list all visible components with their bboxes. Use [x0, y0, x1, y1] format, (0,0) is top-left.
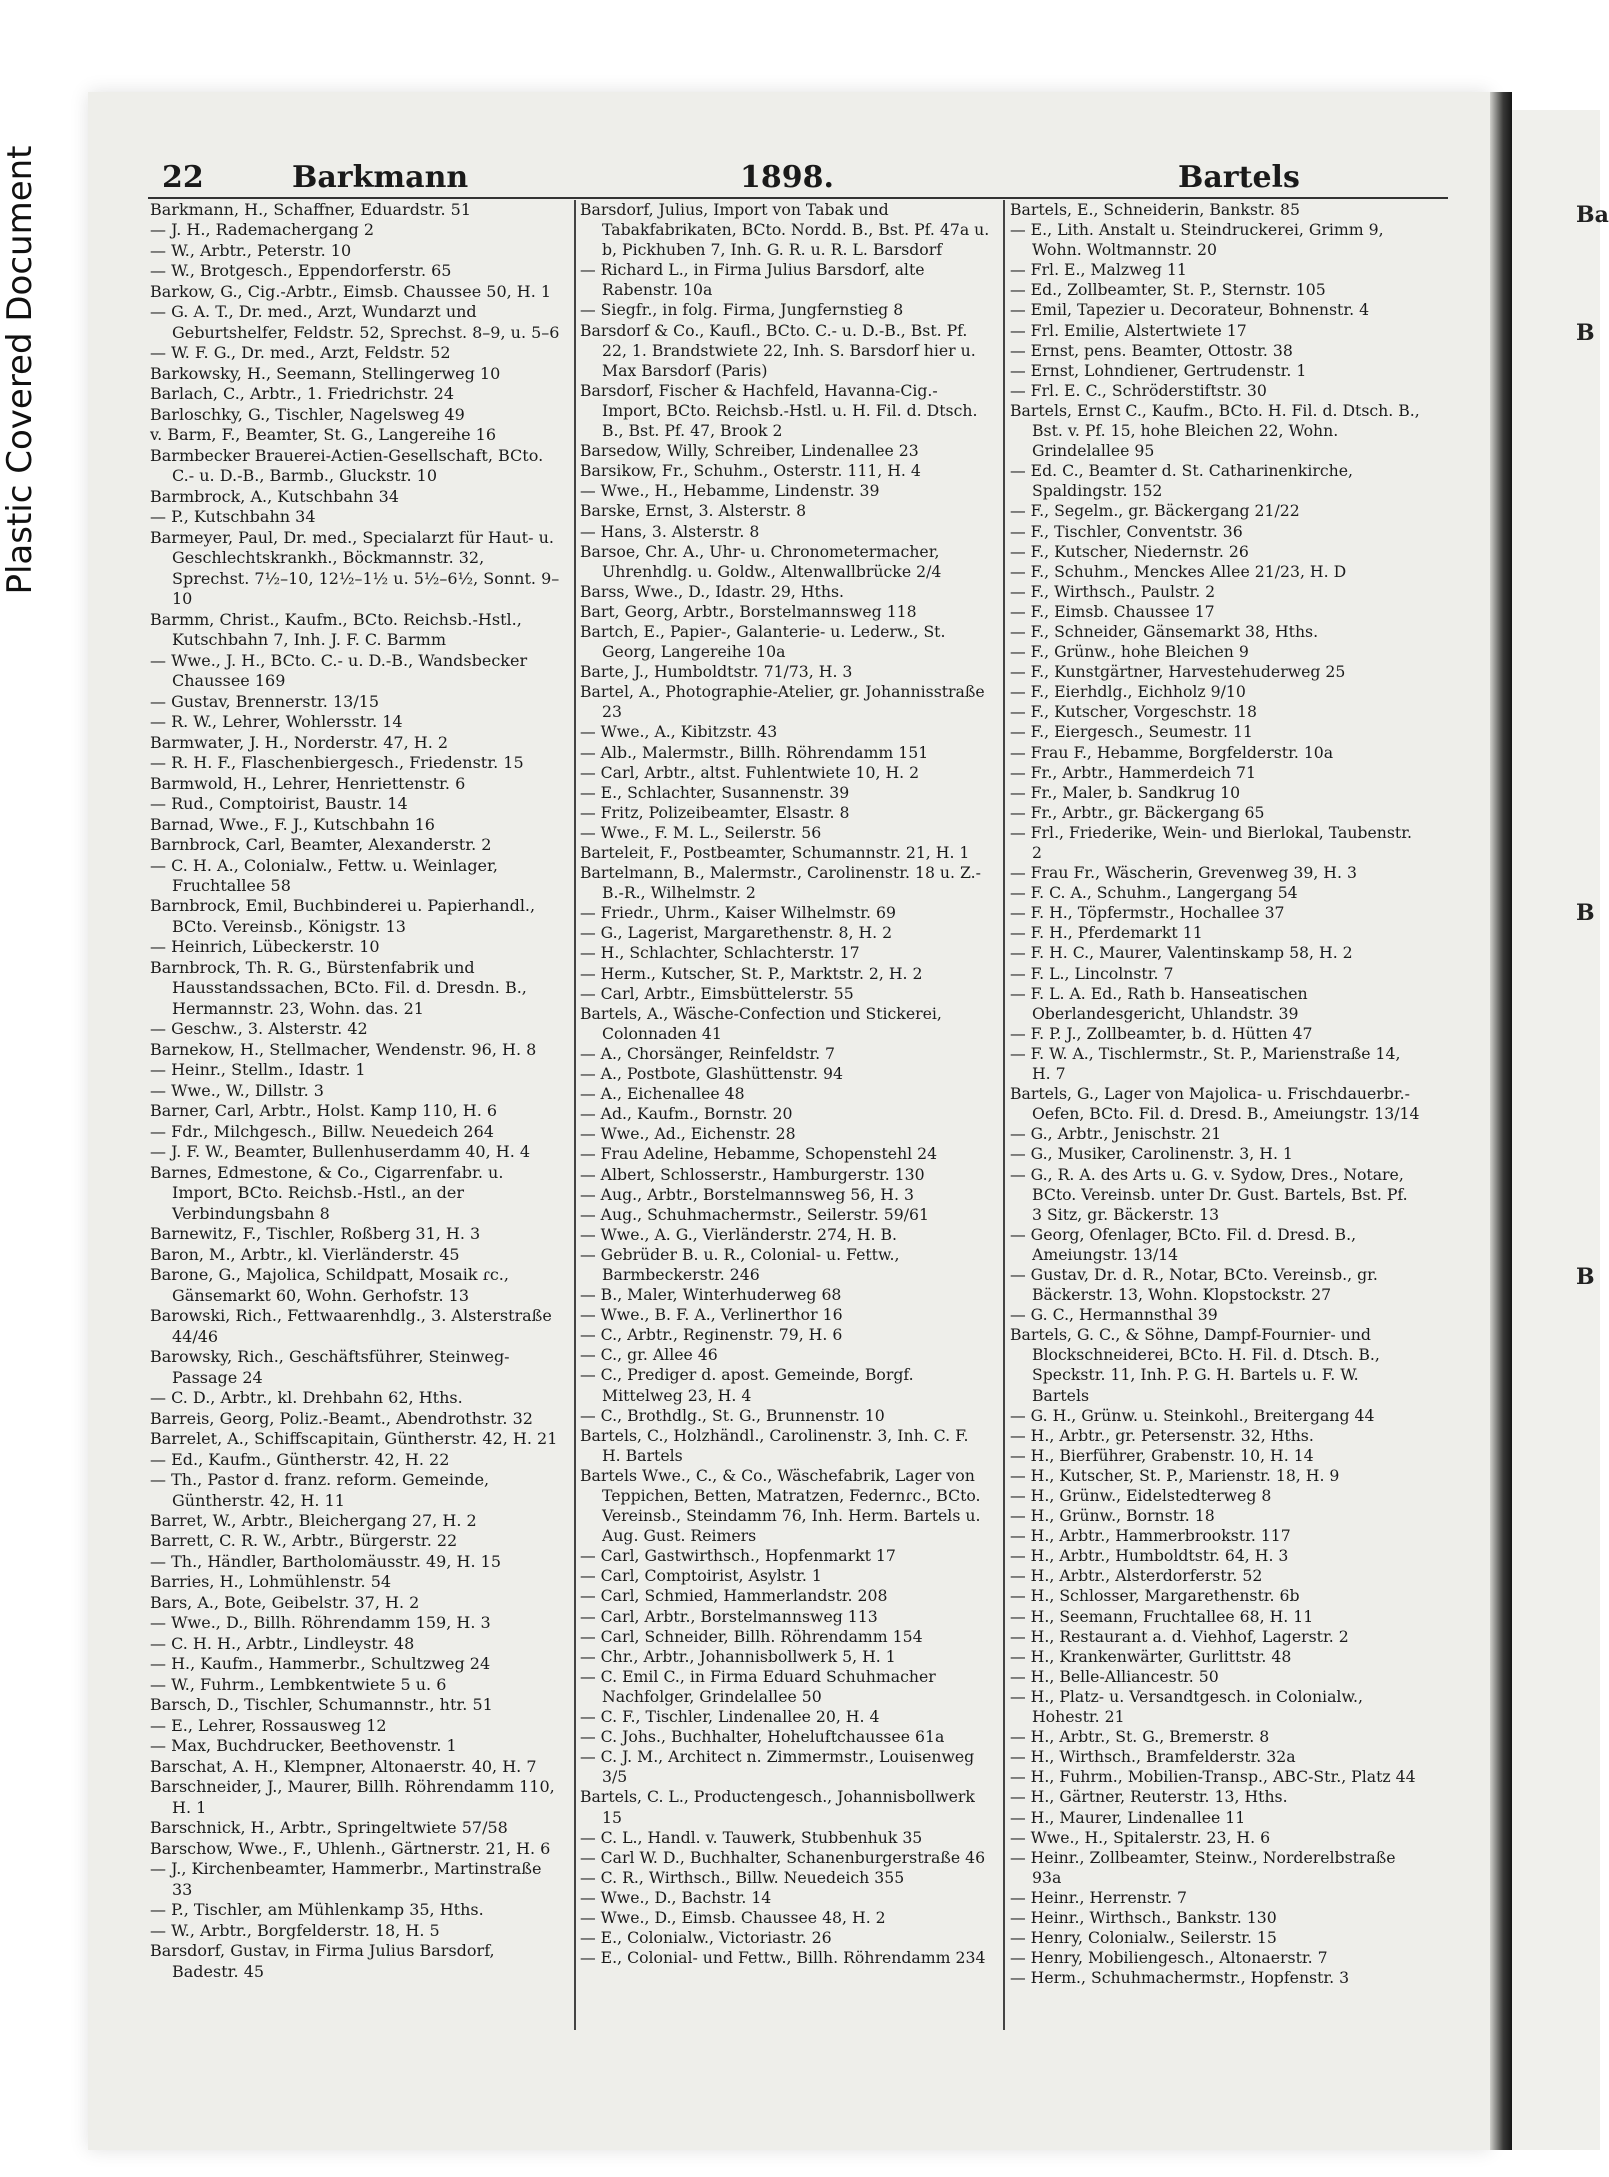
directory-entry: Bart, Georg, Arbtr., Borstelmannsweg 118	[580, 601, 917, 621]
directory-entry: — Frau Adeline, Hebamme, Schopenstehl 24	[580, 1144, 938, 1164]
directory-entry: Barmbrock, A., Kutschbahn 34	[150, 486, 399, 506]
column-divider	[574, 200, 576, 2030]
next-page-fragment: B	[1576, 320, 1595, 346]
directory-entry: — Ernst, Lohndiener, Gertrudenstr. 1	[1010, 360, 1307, 380]
directory-entry: — Heinr., Stellm., Idastr. 1	[150, 1060, 366, 1080]
directory-entry: — P., Tischler, am Mühlenkamp 35, Hths.	[150, 1900, 484, 1920]
directory-entry: — F., Tischler, Conventstr. 36	[1010, 521, 1243, 541]
directory-entry: Barss, Wwe., D., Idastr. 29, Hths.	[580, 581, 844, 601]
directory-entry: — H., Belle-Alliancestr. 50	[1010, 1666, 1219, 1686]
directory-entry: — F. H. C., Maurer, Valentinskamp 58, H. 2	[1010, 943, 1353, 963]
directory-entry: — Aug., Arbtr., Borstelmannsweg 56, H. 3	[580, 1184, 914, 1204]
directory-entry: — C. Emil C., in Firma Eduard Schuhmacher Nachfolger, Grindelallee 50	[580, 1666, 936, 1706]
directory-entry: — C. R., Wirthsch., Billw. Neuedeich 355	[580, 1867, 905, 1887]
directory-entry: Barschnick, H., Arbtr., Springeltwiete 57/58	[150, 1818, 508, 1838]
directory-entry: — H., Arbtr., Hammerbrookstr. 117	[1010, 1526, 1291, 1546]
directory-entry: — H., Grünw., Eidelstedterweg 8	[1010, 1486, 1272, 1505]
directory-entry: Barnewitz, F., Tischler, Roßberg 31, H. 3	[150, 1224, 481, 1244]
directory-entry: — Wwe., H., Hebamme, Lindenstr. 39	[580, 481, 880, 501]
directory-entry: — J. H., Rademachergang 2	[150, 220, 374, 240]
directory-entry: — H., Maurer, Lindenallee 11	[1010, 1807, 1246, 1827]
directory-entry: Barret, W., Arbtr., Bleichergang 27, H. 2	[150, 1511, 477, 1530]
book-gutter	[1490, 92, 1512, 2150]
column-3	[1010, 200, 1420, 1988]
directory-entry: — Carl, Arbtr., Borstelmannsweg 113	[580, 1606, 878, 1626]
directory-entry: — Fr., Maler, b. Sandkrug 10	[1010, 782, 1241, 802]
directory-entry: Bartels, A., Wäsche-Confection und Stickerei, Colonnaden 41	[580, 1003, 942, 1043]
directory-entry: — C. H. H., Arbtr., Lindleystr. 48	[150, 1633, 415, 1653]
next-page-fragment: B	[1576, 1264, 1595, 1290]
directory-entry: Barschat, A. H., Klempner, Altonaerstr. 40, H. 7	[150, 1756, 537, 1776]
directory-entry: — Ernst, pens. Beamter, Ottostr. 38	[1010, 340, 1293, 360]
directory-entry: — C. H. A., Colonialw., Fettw. u. Weinlager, Fruchtallee 58	[150, 855, 498, 895]
directory-entry: — Th., Händler, Bartholomäusstr. 49, H. 15	[150, 1551, 502, 1571]
directory-entry: Barte, J., Humboldtstr. 71/73, H. 3	[580, 662, 853, 682]
directory-entry: — F., Eimsb. Chaussee 17	[1010, 601, 1215, 621]
directory-entry: — W., Fuhrm., Lembkentwiete 5 u. 6	[150, 1674, 447, 1694]
directory-entry: — Ed., Kaufm., Güntherstr. 42, H. 22	[150, 1449, 450, 1469]
directory-entry: Baron, M., Arbtr., kl. Vierländerstr. 45	[150, 1244, 460, 1264]
directory-entry: — H., Arbtr., Humboldtstr. 64, H. 3	[1010, 1546, 1289, 1566]
directory-entry: Barsch, D., Tischler, Schumannstr., htr. 51	[150, 1695, 493, 1715]
directory-entry: — H., Schlosser, Margarethenstr. 6b	[1010, 1586, 1300, 1606]
directory-entry: Barsdorf, Fischer & Hachfeld, Havanna-Cig.-Import, BCto. Reichsb.-Hstl. u. H. Fil. d. Dtsch. B., Bst. Pf. 47, Brook 2	[580, 380, 978, 441]
directory-entry: Barone, G., Majolica, Schildpatt, Mosaik ɾc., Gänsemarkt 60, Wohn. Gerhofstr. 13	[150, 1265, 509, 1305]
directory-entry: — C. Johs., Buchhalter, Hoheluftchaussee 61a	[580, 1727, 945, 1747]
directory-entry: Bartch, E., Papier-, Galanterie- u. Lederw., St. Georg, Langereihe 10a	[580, 621, 946, 662]
directory-entry: — R. H. F., Flaschenbiergesch., Friedenstr. 15	[150, 753, 524, 773]
directory-entry: — Heinr., Wirthsch., Bankstr. 130	[1010, 1907, 1277, 1927]
directory-entry: — F., Kunstgärtner, Harvestehuderweg 25	[1010, 662, 1346, 682]
directory-entry: — Gebrüder B. u. R., Colonial- u. Fettw., Barmbeckerstr. 246	[580, 1244, 900, 1284]
directory-entry: — Alb., Malermstr., Billh. Röhrendamm 151	[580, 742, 929, 762]
directory-entry: Barreis, Georg, Poliz.-Beamt., Abendrothstr. 32	[150, 1408, 533, 1428]
directory-entry: — A., Eichenallee 48	[580, 1084, 745, 1104]
directory-entry: Barner, Carl, Arbtr., Holst. Kamp 110, H. 6	[150, 1101, 498, 1121]
directory-entry: — Carl W. D., Buchhalter, Schanenburgerstraße 46	[580, 1847, 986, 1867]
directory-entry: — H., Grünw., Bornstr. 18	[1010, 1506, 1215, 1526]
directory-entry: — Fdr., Milchgesch., Billw. Neuedeich 264	[150, 1121, 494, 1141]
directory-entry: — Gustav, Dr. d. R., Notar, BCto. Vereinsb., gr. Bäckerstr. 13, Wohn. Klopstockstr. 27	[1010, 1264, 1378, 1305]
directory-entry: — H., Schlachter, Schlachterstr. 17	[580, 943, 860, 963]
directory-entry: — C. L., Handl. v. Tauwerk, Stubbenhuk 35	[580, 1827, 923, 1847]
directory-entry: Barschow, Wwe., F., Uhlenh., Gärtnerstr. 21, H. 6	[150, 1838, 551, 1858]
next-page-fragment: Ba	[1576, 202, 1609, 228]
directory-entry: — H., Platz- u. Versandtgesch. in Colonialw., Hohestr. 21	[1010, 1686, 1363, 1727]
directory-entry: — F., Grünw., hohe Bleichen 9	[1010, 642, 1249, 662]
directory-entry: — H., Arbtr., St. G., Bremerstr. 8	[1010, 1727, 1270, 1747]
directory-entry: — Siegfr., in folg. Firma, Jungfernstieg 8	[580, 300, 904, 320]
directory-entry: — Wwe., D., Billh. Röhrendamm 159, H. 3	[150, 1613, 491, 1633]
column-2	[580, 200, 990, 1968]
directory-entry: — Wwe., A., Kibitzstr. 43	[580, 722, 778, 742]
directory-entry: Barteleit, F., Postbeamter, Schumannstr. 21, H. 1	[580, 843, 970, 862]
directory-entry: — F., Eierhdlg., Eichholz 9/10	[1010, 682, 1246, 702]
directory-entry: — Carl, Schmied, Hammerlandstr. 208	[580, 1586, 888, 1606]
directory-entry: — F. W. A., Tischlermstr., St. P., Marienstraße 14, H. 7	[1010, 1043, 1401, 1084]
directory-entry: Barsoe, Chr. A., Uhr- u. Chronometermacher, Uhrenhdlg. u. Goldw., Altenwallbrücke 2/4	[580, 541, 942, 581]
directory-entry: — Friedr., Uhrm., Kaiser Wilhelmstr. 69	[580, 903, 896, 923]
column-divider	[1003, 200, 1005, 2030]
directory-entry: Barries, H., Lohmühlenstr. 54	[150, 1572, 392, 1592]
directory-entry: — Henry, Mobiliengesch., Altonaerstr. 7	[1010, 1948, 1328, 1968]
directory-entry: — G., R. A. des Arts u. G. v. Sydow, Dres., Notare, BCto. Vereinsb. unter Dr. Gust. Bartels, Bst. Pf. 3 Sitz, gr. Bäckerstr. 13	[1010, 1164, 1408, 1224]
directory-entry: — C., Brothdlg., St. G., Brunnenstr. 10	[580, 1405, 885, 1425]
directory-entry: — Wwe., W., Dillstr. 3	[150, 1080, 324, 1100]
directory-entry: — W., Arbtr., Borgfelderstr. 18, H. 5	[150, 1920, 440, 1940]
directory-entry: — F. P. J., Zollbeamter, b. d. Hütten 47	[1010, 1023, 1313, 1043]
directory-entry: Barowsky, Rich., Geschäftsführer, Steinweg-Passage 24	[150, 1347, 510, 1387]
directory-entry: — F., Schuhm., Menckes Allee 21/23, H. D	[1010, 561, 1347, 581]
directory-entry: — H., Kutscher, St. P., Marienstr. 18, H. 9	[1010, 1465, 1340, 1485]
directory-entry: Bartels, E., Schneiderin, Bankstr. 85	[1010, 200, 1300, 219]
directory-entry: Barnbrock, Carl, Beamter, Alexanderstr. 2	[150, 835, 492, 855]
directory-entry: — H., Krankenwärter, Gurlittstr. 48	[1010, 1646, 1292, 1666]
running-head-right: Bartels	[1178, 160, 1300, 195]
directory-entry: — Carl, Schneider, Billh. Röhrendamm 154	[580, 1626, 923, 1646]
directory-entry: — Hans, 3. Alsterstr. 8	[580, 521, 760, 541]
directory-entry: — F., Eiergesch., Seumestr. 11	[1010, 722, 1253, 742]
directory-entry: Barnbrock, Th. R. G., Bürstenfabrik und Hausstandssachen, BCto. Fil. d. Dresdn. B., Hermannstr. 23, Wohn. das. 21	[150, 957, 527, 1018]
directory-entry: — H., Restaurant a. d. Viehhof, Lagerstr. 2	[1010, 1626, 1349, 1646]
directory-entry: — Ad., Kaufm., Bornstr. 20	[580, 1104, 793, 1124]
directory-entry: — A., Chorsänger, Reinfeldstr. 7	[580, 1043, 836, 1063]
directory-entry: — Ed. C., Beamter d. St. Catharinenkirche, Spaldingstr. 152	[1010, 461, 1354, 501]
directory-entry: Bartels, Ernst C., Kaufm., BCto. H. Fil. d. Dtsch. B., Bst. v. Pf. 15, hohe Bleichen 22, Wohn. Grindelallee 95	[1010, 400, 1420, 461]
directory-entry: — F., Schneider, Gänsemarkt 38, Hths.	[1010, 621, 1319, 641]
directory-entry: — Emil, Tapezier u. Decorateur, Bohnenstr. 4	[1010, 300, 1370, 320]
page-number: 22	[162, 160, 204, 195]
directory-entry: — F. H., Töpfermstr., Hochallee 37	[1010, 903, 1285, 923]
directory-entry: — Aug., Schuhmachermstr., Seilerstr. 59/61	[580, 1204, 929, 1224]
directory-entry: Bartel, A., Photographie-Atelier, gr. Johannisstraße 23	[580, 682, 985, 722]
directory-entry: — Heinr., Herrenstr. 7	[1010, 1887, 1187, 1907]
directory-entry: — H., Bierführer, Grabenstr. 10, H. 14	[1010, 1445, 1314, 1465]
directory-entry: — F., Wirthsch., Paulstr. 2	[1010, 581, 1216, 601]
directory-entry: — C., Prediger d. apost. Gemeinde, Borgf. Mittelweg 23, H. 4	[580, 1365, 914, 1405]
directory-entry: Bars, A., Bote, Geibelstr. 37, H. 2	[150, 1592, 420, 1612]
directory-entry: — G., Musiker, Carolinenstr. 3, H. 1	[1010, 1144, 1293, 1164]
directory-entry: — Fritz, Polizeibeamter, Elsastr. 8	[580, 802, 850, 822]
directory-entry: Barnbrock, Emil, Buchbinderei u. Papierhandl., BCto. Vereinsb., Königstr. 13	[150, 896, 536, 936]
directory-entry: — Th., Pastor d. franz. reform. Gemeinde, Güntherstr. 42, H. 11	[150, 1470, 490, 1510]
directory-entry: — Herm., Schuhmachermstr., Hopfenstr. 3	[1010, 1968, 1350, 1988]
next-page-edge	[1512, 110, 1609, 2150]
directory-entry: Barmwold, H., Lehrer, Henriettenstr. 6	[150, 773, 466, 793]
directory-entry: — J., Kirchenbeamter, Hammerbr., Martinstraße 33	[150, 1859, 542, 1899]
next-page-fragment: B	[1576, 900, 1595, 926]
directory-entry: — Wwe., F. M. L., Seilerstr. 56	[580, 822, 822, 842]
directory-entry: — Frl. Emilie, Alstertwiete 17	[1010, 320, 1247, 340]
directory-entry: — H., Arbtr., Alsterdorferstr. 52	[1010, 1566, 1263, 1586]
directory-entry: — H., Kaufm., Hammerbr., Schultzweg 24	[150, 1654, 491, 1674]
directory-entry: — G. H., Grünw. u. Steinkohl., Breitergang 44	[1010, 1405, 1375, 1425]
directory-entry: v. Barm, F., Beamter, St. G., Langereihe 16	[150, 425, 497, 445]
directory-entry: — P., Kutschbahn 34	[150, 507, 316, 527]
directory-entry: — Gustav, Brennerstr. 13/15	[150, 691, 380, 711]
directory-entry: Bartels, C. L., Productengesch., Johannisbollwerk 15	[580, 1787, 975, 1827]
directory-entry: Barsdorf, Gustav, in Firma Julius Barsdorf, Badestr. 45	[150, 1941, 495, 1981]
directory-entry: — Georg, Ofenlager, BCto. Fil. d. Dresd. B., Ameiungstr. 13/14	[1010, 1224, 1357, 1264]
directory-entry: — H., Fuhrm., Mobilien-Transp., ABC-Str., Platz 44	[1010, 1767, 1416, 1787]
directory-entry: Barloschky, G., Tischler, Nagelsweg 49	[150, 404, 465, 424]
directory-entry: — Wwe., Ad., Eichenstr. 28	[580, 1124, 796, 1144]
directory-entry: — Albert, Schlosserstr., Hamburgerstr. 130	[580, 1164, 925, 1184]
directory-entry: Bartels, C., Holzhändl., Carolinenstr. 3, Inh. C. F. H. Bartels	[580, 1425, 969, 1465]
directory-entry: — Carl, Arbtr., altst. Fuhlentwiete 10, H. 2	[580, 762, 920, 782]
directory-entry: — G., Arbtr., Jenischstr. 21	[1010, 1124, 1222, 1144]
directory-entry: — R. W., Lehrer, Wohlersstr. 14	[150, 712, 403, 732]
directory-entry: Bartelmann, B., Malermstr., Carolinenstr. 18 u. Z.-B.-R., Wilhelmstr. 2	[580, 863, 981, 903]
directory-entry: — Ed., Zollbeamter, St. P., Sternstr. 105	[1010, 280, 1326, 300]
directory-entry: — Carl, Comptoirist, Asylstr. 1	[580, 1566, 822, 1586]
directory-entry: — C. J. M., Architect n. Zimmermstr., Louisenweg 3/5	[580, 1747, 975, 1787]
directory-entry: — Frl. E. C., Schröderstiftstr. 30	[1010, 380, 1267, 400]
directory-entry: Barsdorf, Julius, Import von Tabak und Tabakfabrikaten, BCto. Nordd. B., Bst. Pf. 47a u. b, Pickhuben 7, Inh. G. R. u. R. L. Barsdorf	[580, 200, 990, 260]
directory-entry: — C. D., Arbtr., kl. Drehbahn 62, Hths.	[150, 1388, 463, 1408]
plastic-covered-label	[0, 0, 40, 740]
directory-entry: — Frau F., Hebamme, Borgfelderstr. 10a	[1010, 742, 1334, 762]
directory-entry: — H., Seemann, Fruchtallee 68, H. 11	[1010, 1606, 1314, 1626]
directory-entry: — W., Brotgesch., Eppendorferstr. 65	[150, 261, 452, 281]
directory-entry: — G. C., Hermannsthal 39	[1010, 1305, 1218, 1325]
directory-entry: Bartels Wwe., C., & Co., Wäschefabrik, Lager von Teppichen, Betten, Matratzen, Federnɾc., BCto. Vereinsb., Steindamm 76, Inh. Herm. Bartels u. Aug. Gust. Reimers	[580, 1465, 981, 1546]
directory-entry: — Wwe., D., Bachstr. 14	[580, 1887, 772, 1907]
directory-entry: Barkowsky, H., Seemann, Stellingerweg 10	[150, 363, 501, 383]
directory-entry: — C., gr. Allee 46	[580, 1345, 718, 1365]
directory-entry: — Fr., Arbtr., gr. Bäckergang 65	[1010, 802, 1265, 822]
directory-entry: — H., Wirthsch., Bramfelderstr. 32a	[1010, 1747, 1296, 1767]
header-rule	[148, 197, 1448, 199]
directory-entry: — Frau Fr., Wäscherin, Grevenweg 39, H. 3	[1010, 863, 1357, 883]
directory-entry: Barsdorf & Co., Kaufl., BCto. C.- u. D.-B., Bst. Pf. 22, 1. Brandstwiete 22, Inh. S. Barsdorf hier u. Max Barsdorf (Paris)	[580, 320, 976, 380]
directory-entry: — Henry, Colonialw., Seilerstr. 15	[1010, 1928, 1277, 1948]
directory-entry: Barnad, Wwe., F. J., Kutschbahn 16	[150, 814, 435, 834]
directory-entry: — Carl, Arbtr., Eimsbüttelerstr. 55	[580, 983, 854, 1003]
directory-entry: — Chr., Arbtr., Johannisbollwerk 5, H. 1	[580, 1646, 896, 1666]
plastic-covered-label-text: Plastic Covered Document	[0, 145, 40, 595]
directory-entry: — F., Segelm., gr. Bäckergang 21/22	[1010, 501, 1300, 521]
directory-entry: — Frl., Friederike, Wein- und Bierlokal, Taubenstr. 2	[1010, 822, 1412, 862]
directory-entry: — Wwe., J. H., BCto. C.- u. D.-B., Wandsbecker Chaussee 169	[150, 650, 528, 691]
directory-entry: Barkow, G., Cig.-Arbtr., Eimsb. Chaussee 50, H. 1	[150, 281, 552, 301]
directory-entry: Barske, Ernst, 3. Alsterstr. 8	[580, 501, 807, 521]
directory-entry: — Geschw., 3. Alsterstr. 42	[150, 1019, 368, 1039]
directory-entry: Barowski, Rich., Fettwaarenhdlg., 3. Alsterstraße 44/46	[150, 1306, 552, 1346]
directory-entry: — W., Arbtr., Peterstr. 10	[150, 240, 352, 260]
directory-entry: Barlach, C., Arbtr., 1. Friedrichstr. 24	[150, 384, 455, 404]
directory-entry: Barkmann, H., Schaffner, Eduardstr. 51	[150, 200, 472, 219]
directory-entry: Barsedow, Willy, Schreiber, Lindenallee 23	[580, 441, 919, 461]
directory-entry: — C., Arbtr., Reginenstr. 79, H. 6	[580, 1325, 843, 1345]
directory-entry: Bartels, G., Lager von Majolica- u. Frischdauerbr.-Oefen, BCto. Fil. d. Dresd. B., Ameiungstr. 13/14	[1010, 1084, 1420, 1124]
directory-entry: — H., Arbtr., gr. Petersenstr. 32, Hths.	[1010, 1425, 1314, 1445]
directory-entry: — Fr., Arbtr., Hammerdeich 71	[1010, 762, 1256, 782]
directory-entry: Bartels, G. C., & Söhne, Dampf-Fournier- und Blockschneiderei, BCto. H. Fil. d. Dtsch. B., Speckstr. 11, Inh. P. G. H. Bartels u. F. W. Bartels	[1010, 1325, 1380, 1405]
column-1	[150, 200, 560, 1982]
directory-entry: — Carl, Gastwirthsch., Hopfenmarkt 17	[580, 1546, 896, 1566]
directory-entry: — E., Schlachter, Susannenstr. 39	[580, 782, 850, 802]
directory-entry: — F. L. A. Ed., Rath b. Hanseatischen Oberlandesgericht, Uhlandstr. 39	[1010, 983, 1308, 1023]
directory-entry: — Herm., Kutscher, St. P., Marktstr. 2, H. 2	[580, 963, 923, 983]
directory-entry: — Max, Buchdrucker, Beethovenstr. 1	[150, 1736, 457, 1756]
directory-entry: — Wwe., H., Spitalerstr. 23, H. 6	[1010, 1827, 1271, 1847]
directory-entry: — G. A. T., Dr. med., Arzt, Wundarzt und Geburtshelfer, Feldstr. 52, Sprechst. 8–9, u. 5–6	[150, 302, 560, 342]
directory-entry: Barschneider, J., Maurer, Billh. Röhrendamm 110, H. 1	[150, 1777, 555, 1817]
directory-entry: Barrett, C. R. W., Arbtr., Bürgerstr. 22	[150, 1531, 458, 1551]
directory-entry: Barnes, Edmestone, & Co., Cigarrenfabr. u. Import, BCto. Reichsb.-Hstl., an der Verbindungsbahn 8	[150, 1162, 504, 1223]
directory-entry: — E., Lehrer, Rossausweg 12	[150, 1715, 387, 1735]
directory-entry: — B., Maler, Winterhuderweg 68	[580, 1285, 842, 1305]
directory-entry: Barnekow, H., Stellmacher, Wendenstr. 96, H. 8	[150, 1039, 537, 1059]
directory-entry: — F. L., Lincolnstr. 7	[1010, 963, 1174, 983]
directory-entry: — Heinr., Zollbeamter, Steinw., Norderelbstraße 93a	[1010, 1847, 1396, 1887]
directory-entry: — E., Lith. Anstalt u. Steindruckerei, Grimm 9, Wohn. Woltmannstr. 20	[1010, 220, 1384, 260]
directory-entry: Barsikow, Fr., Schuhm., Osterstr. 111, H. 4	[580, 461, 921, 481]
running-head-left: Barkmann	[292, 160, 469, 195]
directory-entry: Barrelet, A., Schiffscapitain, Güntherstr. 42, H. 21	[150, 1429, 558, 1449]
directory-entry: — J. F. W., Beamter, Bullenhuserdamm 40, H. 4	[150, 1142, 531, 1162]
directory-entry: — F., Kutscher, Niedernstr. 26	[1010, 541, 1249, 561]
directory-entry: Barmwater, J. H., Norderstr. 47, H. 2	[150, 732, 449, 752]
directory-entry: Barmm, Christ., Kaufm., BCto. Reichsb.-Hstl., Kutschbahn 7, Inh. J. F. C. Barmm	[150, 609, 522, 650]
directory-entry: Barmbecker Brauerei-Actien-Gesellschaft, BCto. C.- u. D.-B., Barmb., Gluckstr. 10	[150, 445, 544, 486]
directory-entry: — Frl. E., Malzweg 11	[1010, 260, 1187, 280]
directory-entry: — Heinrich, Lübeckerstr. 10	[150, 937, 380, 957]
directory-entry: — F. C. A., Schuhm., Langergang 54	[1010, 883, 1298, 903]
directory-entry: — Richard L., in Firma Julius Barsdorf, alte Rabenstr. 10a	[580, 260, 925, 300]
directory-entry: — C. F., Tischler, Lindenallee 20, H. 4	[580, 1707, 880, 1727]
directory-entry: — Wwe., D., Eimsb. Chaussee 48, H. 2	[580, 1907, 886, 1927]
directory-entry: — Wwe., A. G., Vierländerstr. 274, H. B.	[580, 1224, 898, 1244]
directory-entry: — W. F. G., Dr. med., Arzt, Feldstr. 52	[150, 343, 451, 363]
directory-entry: — A., Postbote, Glashüttenstr. 94	[580, 1064, 843, 1084]
running-head-year: 1898.	[740, 160, 834, 195]
directory-entry: — E., Colonialw., Victoriastr. 26	[580, 1928, 832, 1948]
directory-entry: — Wwe., B. F. A., Verlinerthor 16	[580, 1305, 843, 1325]
directory-entry: Barmeyer, Paul, Dr. med., Specialarzt für Haut- u. Geschlechtskrankh., Böckmannstr. 32, Sprechst. 7½–10, 12½–1½ u. 5½–6½, Sonnt. 9–10	[150, 527, 560, 609]
directory-entry: — E., Colonial- und Fettw., Billh. Röhrendamm 234	[580, 1948, 986, 1968]
directory-entry: — F., Kutscher, Vorgeschstr. 18	[1010, 702, 1257, 722]
directory-entry: — H., Gärtner, Reuterstr. 13, Hths.	[1010, 1787, 1288, 1807]
directory-entry: — G., Lagerist, Margarethenstr. 8, H. 2	[580, 923, 893, 943]
directory-entry: — F. H., Pferdemarkt 11	[1010, 923, 1203, 943]
directory-entry: — Rud., Comptoirist, Baustr. 14	[150, 794, 408, 814]
